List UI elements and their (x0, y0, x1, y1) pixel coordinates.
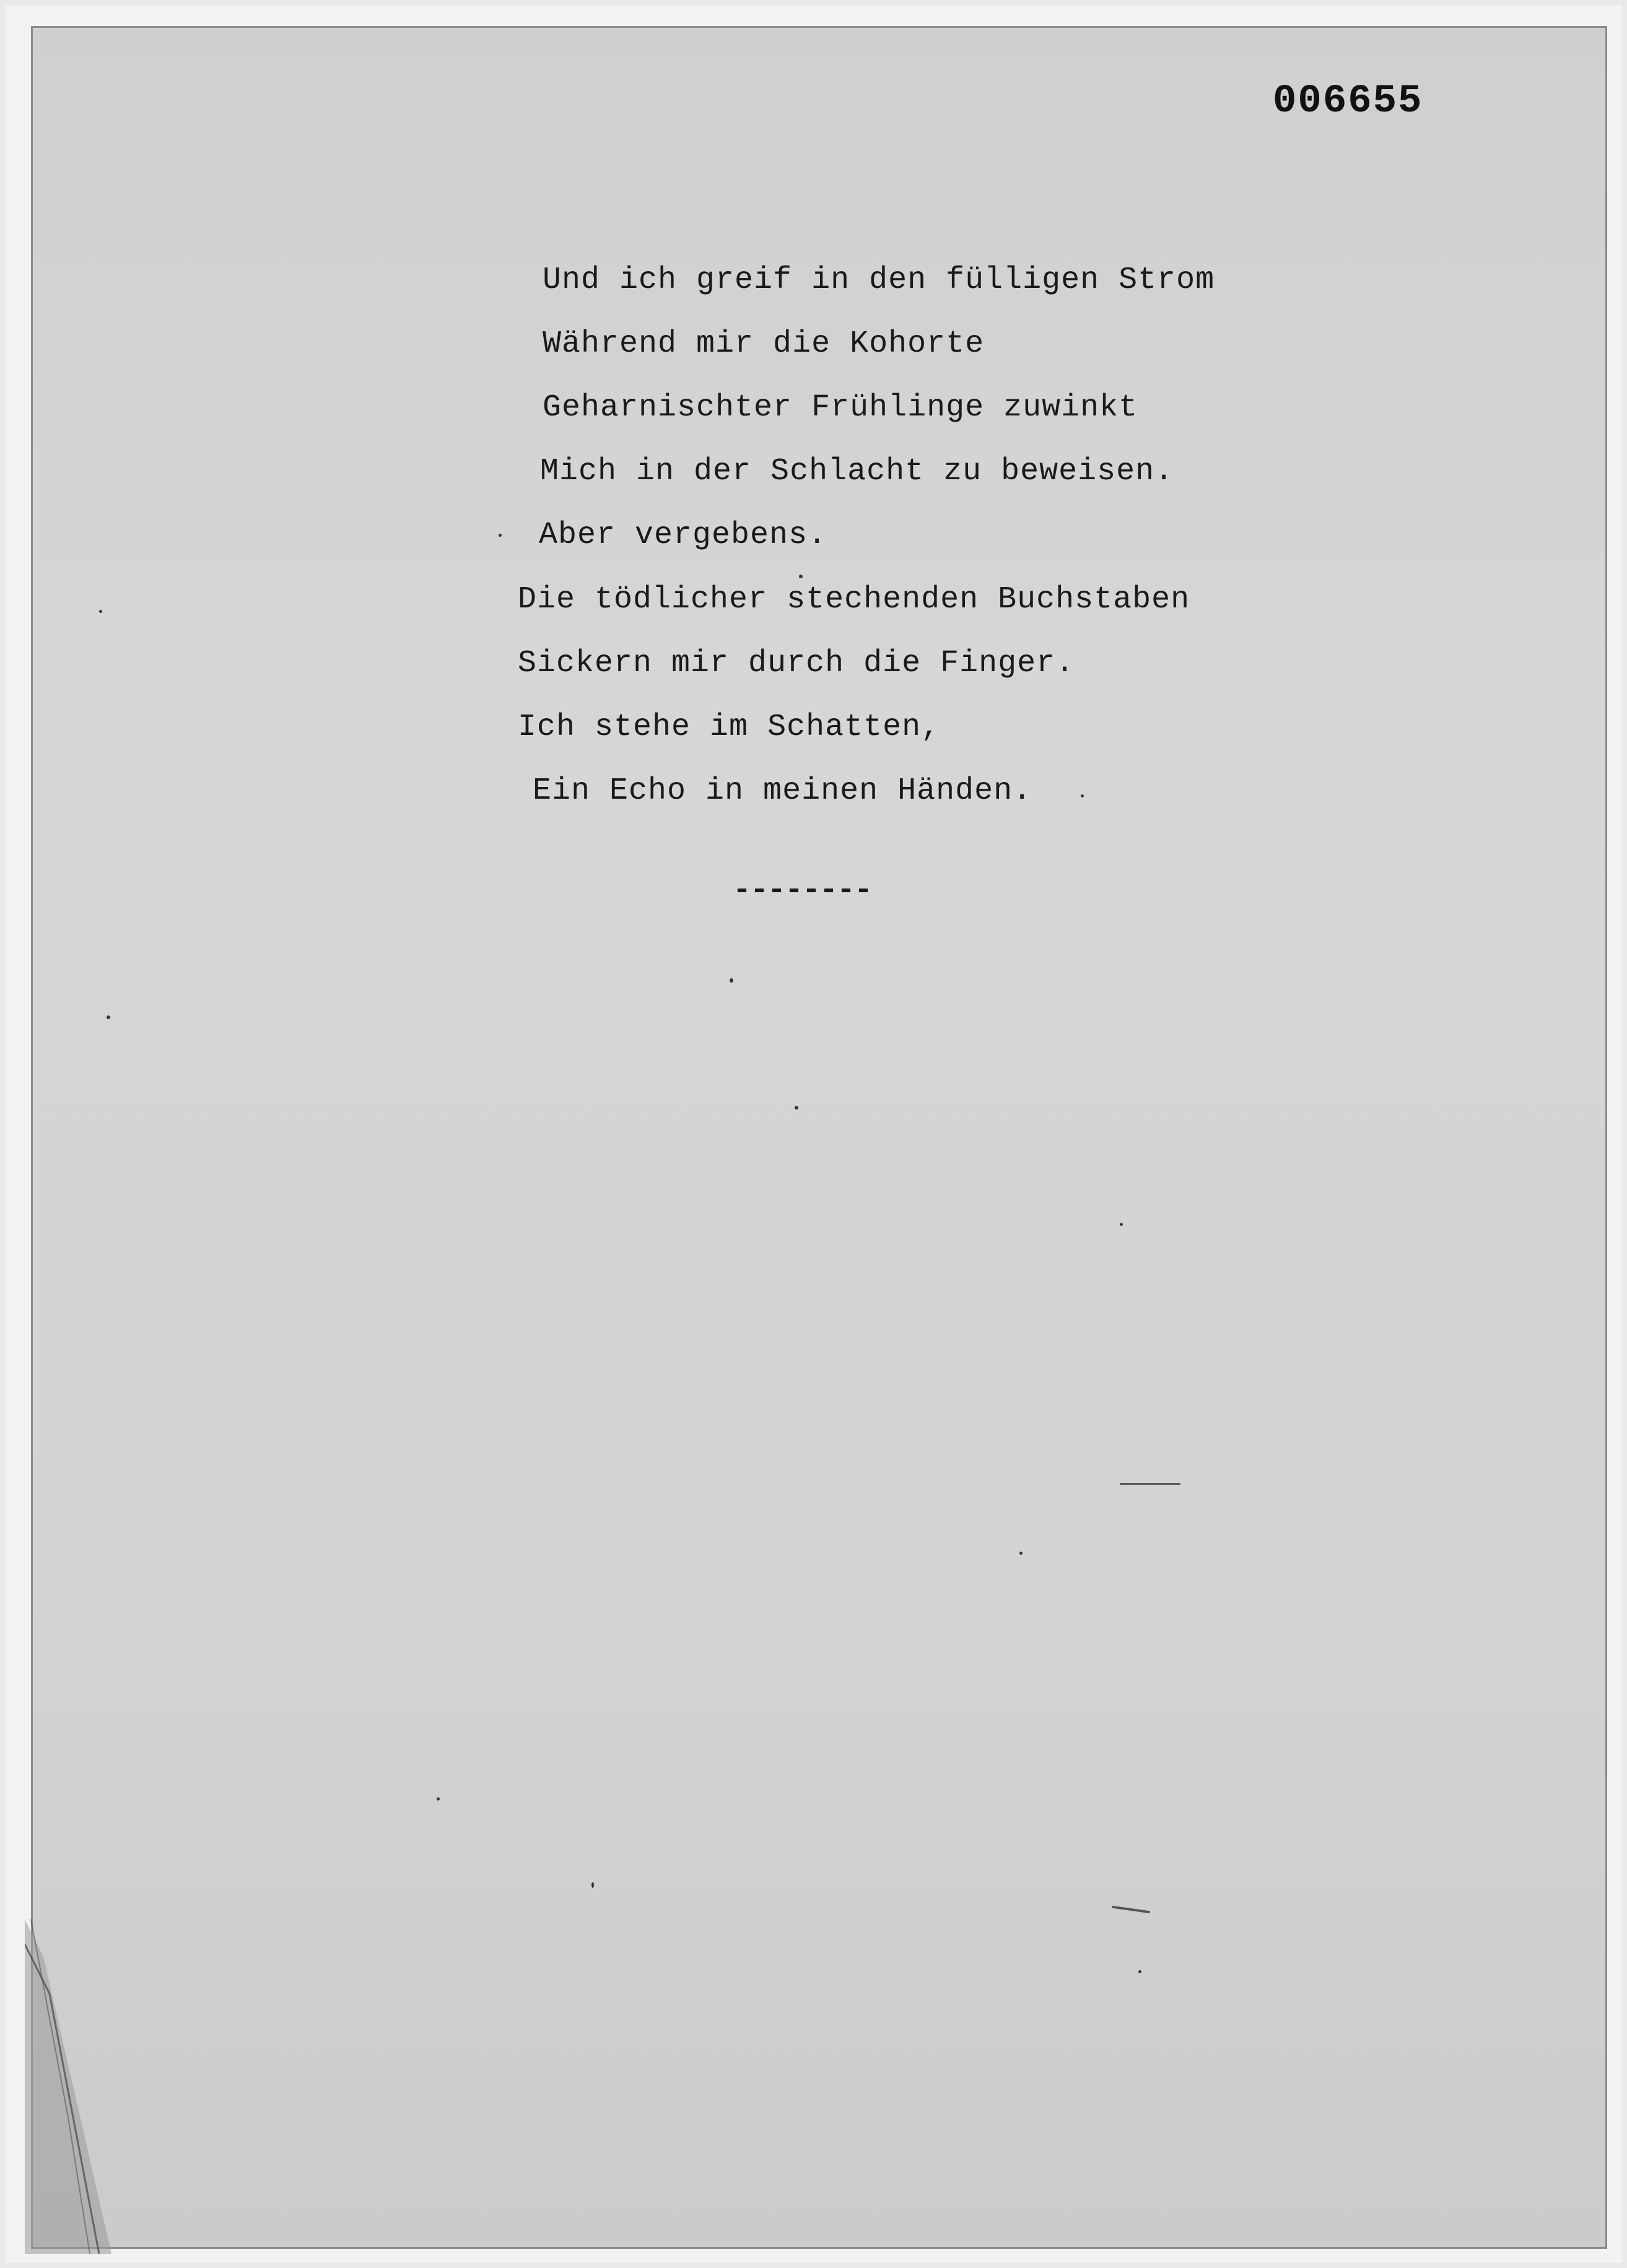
paper-speck (499, 534, 502, 537)
poem-line-5: Aber vergebens. (539, 518, 827, 553)
document-number: 006655 (1273, 79, 1423, 124)
paper-speck (591, 1882, 594, 1888)
section-separator: -------- (733, 873, 872, 908)
paper-speck (730, 978, 733, 983)
paper-speck (437, 1797, 440, 1801)
paper-speck (795, 1106, 798, 1110)
paper-scratch (1120, 1483, 1180, 1485)
poem-line-6: Die tödlicher stechenden Buchstaben (518, 582, 1190, 617)
poem-line-2: Während mir die Kohorte (543, 326, 985, 362)
paper-speck (1138, 1970, 1141, 1973)
poem-line-1: Und ich greif in den fülligen Strom (543, 263, 1215, 298)
paper-speck (1019, 1552, 1023, 1555)
paper-speck (799, 575, 803, 578)
paper-speck (1081, 794, 1084, 797)
poem-line-3: Geharnischter Frühlinge zuwinkt (543, 390, 1138, 425)
poem-line-8: Ich stehe im Schatten, (518, 710, 941, 745)
poem-line-4: Mich in der Schlacht zu beweisen. (540, 454, 1174, 489)
poem-line-7: Sickern mir durch die Finger. (518, 646, 1075, 681)
paper-speck (107, 1015, 110, 1019)
poem-line-9: Ein Echo in meinen Händen. (533, 773, 1032, 809)
paper-speck (1120, 1223, 1123, 1226)
paper-speck (99, 610, 102, 613)
